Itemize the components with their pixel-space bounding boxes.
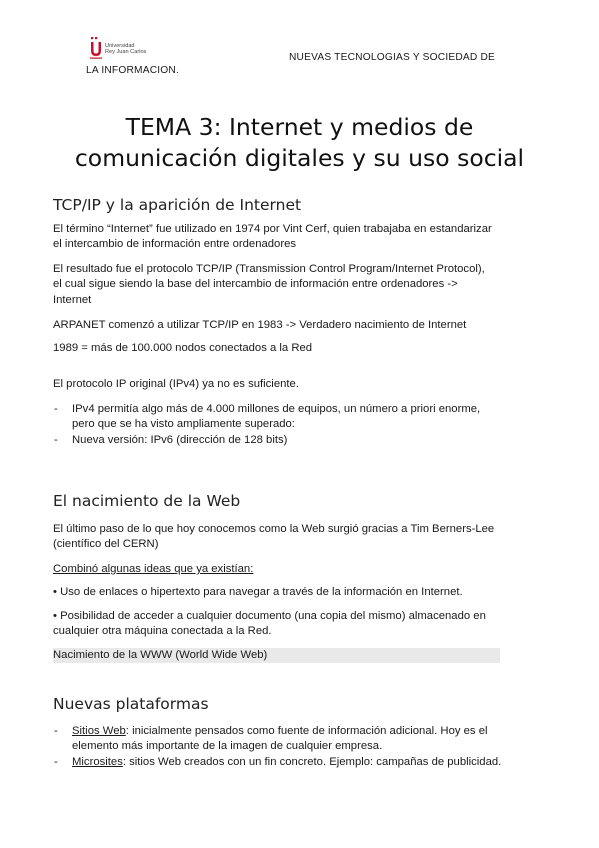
logo-line-2: Rey Juan Carlos <box>105 49 147 55</box>
list-dash: - <box>54 725 58 737</box>
text-line: Internet <box>53 293 92 306</box>
paragraph <box>53 222 492 253</box>
course-title-line-2: LA INFORMACION. <box>86 65 180 76</box>
underlined-text: Combinó algunas ideas que ya existían: <box>53 563 254 575</box>
text-line: El último paso de lo que hoy conocemos como la Web surgió gracias a Tim Berners-Lee <box>53 523 495 535</box>
section-heading-web: El nacimiento de la Web <box>53 492 241 510</box>
university-name <box>105 43 146 55</box>
term-description: : inicialmente pensados como fuente de información adicional. Hoy es el <box>125 725 488 737</box>
paragraph <box>53 341 312 356</box>
text-line: cualquier otra máquina conectada a la Red. <box>53 625 272 638</box>
section-heading-platforms: Nuevas plataformas <box>53 695 209 713</box>
paragraph <box>53 585 463 600</box>
text-line: IPv4 permitía algo más de 4.000 millones de equipos, un número a priori enorme, <box>72 403 481 415</box>
text-line: El término “Internet” fue utilizado en 1974 por Vint Cerf, quien trabajaba en estandarizar <box>53 223 492 235</box>
term-sitios-web: Sitios Web <box>72 725 126 737</box>
document-title <box>40 112 559 174</box>
title-line-1: TEMA 3: Internet y medios de <box>125 113 474 141</box>
text-line: Nueva versión: IPv6 (dirección de 128 bits) <box>72 434 288 446</box>
paragraph <box>53 562 253 577</box>
text-line: ARPANET comenzó a utilizar TCP/IP en 1983 -> Verdadero nacimiento de Internet <box>53 319 467 331</box>
text-line: (científico del CERN) <box>53 538 159 551</box>
paragraph <box>53 262 485 308</box>
university-logo <box>90 37 146 59</box>
text-line: elemento más importante de la imagen de cualquier empresa. <box>72 740 383 753</box>
text-line: pero que se ha visto ampliamente superado: <box>72 418 295 431</box>
university-crest-icon <box>90 37 102 59</box>
text-line: El protocolo IP original (IPv4) ya no es suficiente. <box>53 378 299 390</box>
text-line <box>72 755 501 770</box>
title-line-2: comunicación digitales y su uso social <box>74 144 525 172</box>
text-line: El resultado fue el protocolo TCP/IP (Transmission Control Program/Internet Protocol), <box>53 263 485 275</box>
paragraph <box>53 522 494 553</box>
paragraph <box>53 318 466 333</box>
text-line: el cual sigue siendo la base del intercambio de información entre ordenadores -> <box>53 278 458 291</box>
highlighted-paragraph <box>53 648 500 663</box>
logo-line-1: Universidad <box>105 43 135 49</box>
list-item <box>54 755 502 770</box>
list-dash: - <box>54 756 58 768</box>
text-line: Nacimiento de la WWW (World Wide Web) <box>53 649 268 661</box>
list-dash: - <box>54 403 58 415</box>
list-item <box>54 433 288 448</box>
term-microsites: Microsites <box>72 756 123 768</box>
text-line: • Posibilidad de acceder a cualquier documento (una copia del mismo) almacenado en <box>53 610 486 622</box>
text-line <box>72 724 488 739</box>
paragraph <box>53 377 299 392</box>
text-line: 1989 = más de 100.000 nodos conectados a la Red <box>53 342 313 354</box>
list-dash: - <box>54 434 58 446</box>
text-line: el intercambio de información entre ordenadores <box>53 238 297 251</box>
section-heading-tcpip: TCP/IP y la aparición de Internet <box>53 196 302 214</box>
course-title-line-1: NUEVAS TECNOLOGIAS Y SOCIEDAD DE <box>289 52 496 63</box>
paragraph <box>53 609 486 640</box>
list-item <box>54 402 481 433</box>
list-item <box>54 724 488 755</box>
text-line: • Uso de enlaces o hipertexto para navegar a través de la información en Internet. <box>53 586 463 598</box>
term-description: : sitios Web creados con un fin concreto. Ejemplo: campañas de publicidad. <box>122 756 502 768</box>
